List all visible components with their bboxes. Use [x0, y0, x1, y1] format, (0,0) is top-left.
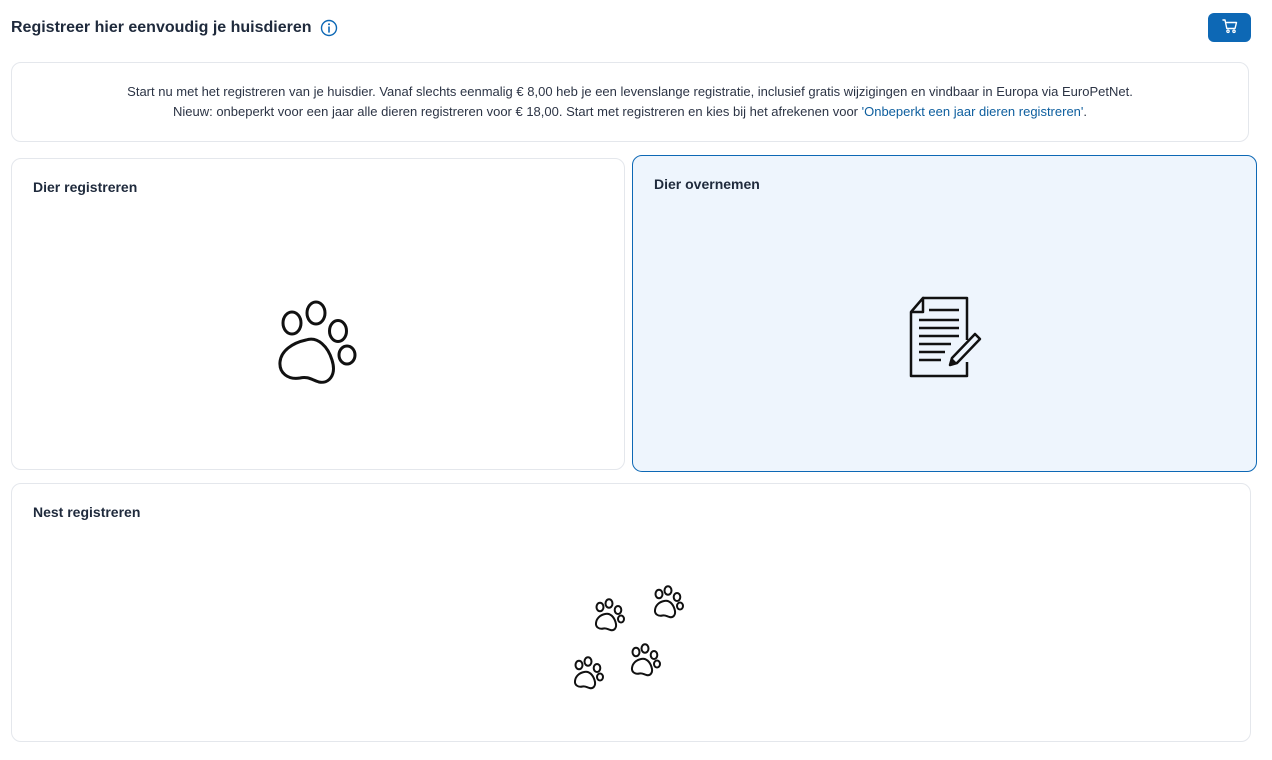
- banner-line-1: Start nu met het registreren van je huisdier. Vanaf slechts eenmalig € 8,00 heb je een levenslange registratie, inclusief gratis wijzigingen en vindbaar in Europa via EuroPetNet.: [127, 84, 1133, 99]
- banner-line-2-end: .: [1083, 104, 1088, 119]
- banner-line-2-text: Nieuw: onbeperkt voor een jaar alle dieren registreren voor € 18,00. Start met registreren en kies bij het afrekenen voor: [172, 104, 862, 119]
- document-pen-icon: [909, 296, 983, 385]
- transfer-pet-card[interactable]: [632, 155, 1257, 472]
- info-banner: [11, 62, 1249, 142]
- unlimited-year-link[interactable]: 'Onbeperkt een jaar dieren registreren': [861, 104, 1084, 119]
- paw-icon: [276, 300, 364, 393]
- register-litter-card[interactable]: [11, 483, 1251, 742]
- page-title-row: [11, 17, 338, 39]
- banner-line-2: [173, 102, 1087, 122]
- card-title: Dier overnemen: [654, 176, 760, 192]
- info-icon[interactable]: [320, 19, 338, 37]
- card-title: Dier registreren: [33, 179, 138, 195]
- paws-icon: [570, 584, 696, 704]
- page-title: Registreer hier eenvoudig je huisdieren: [11, 19, 312, 36]
- cart-icon: [1222, 18, 1238, 37]
- card-title: Nest registreren: [33, 504, 141, 520]
- register-pet-card[interactable]: [11, 158, 625, 470]
- cart-button[interactable]: [1208, 13, 1251, 42]
